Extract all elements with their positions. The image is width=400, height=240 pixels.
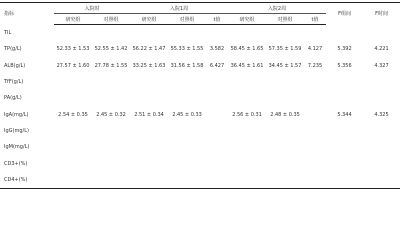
table-cell: 27.78 ± 1.55: [94, 62, 128, 69]
table-cell: 5.344: [337, 111, 352, 118]
table-cell: 5.392: [337, 46, 352, 53]
table-row: [0, 139, 400, 155]
column-header: t值: [304, 14, 326, 25]
table-row: [0, 123, 400, 139]
table-cell: [304, 155, 326, 171]
table-cell: [266, 123, 304, 139]
table-cell: [363, 123, 400, 139]
table-cell: [363, 90, 400, 106]
row-label: TIL: [4, 29, 12, 36]
table-cell: [54, 25, 92, 42]
table-cell: [266, 139, 304, 155]
table-cell: [304, 74, 326, 90]
row-label: ALB(g/L): [4, 62, 26, 69]
table-cell: [130, 155, 168, 171]
table-cell: 57.35 ± 1.59: [268, 46, 302, 53]
column-header: 对照组: [92, 14, 130, 25]
table-cell: [304, 106, 326, 122]
table-cell: [363, 172, 400, 189]
table-cell: [326, 90, 363, 106]
table-cell: 2.45 ± 0.32: [96, 111, 126, 118]
table-cell: [206, 172, 228, 189]
row-label: IgA(mg/L): [4, 111, 29, 118]
table-cell: [304, 123, 326, 139]
column-header: 研究组: [54, 14, 92, 25]
table-cell: [228, 139, 266, 155]
table-cell: [130, 25, 168, 42]
table-cell: 4.127: [307, 46, 323, 53]
table-cell: [206, 155, 228, 171]
table-cell: [92, 90, 130, 106]
column-header: 对照组: [266, 14, 304, 25]
table-row: [0, 155, 400, 171]
table-cell: [168, 74, 206, 90]
group-header: 入院2周: [228, 3, 326, 14]
table-cell: [228, 25, 266, 42]
column-header: t值: [206, 14, 228, 25]
table-cell: [54, 139, 92, 155]
table-cell: [266, 25, 304, 42]
table-cell: 6.427: [209, 62, 225, 69]
table-cell: [266, 74, 304, 90]
table-cell: [206, 139, 228, 155]
table-cell: [304, 139, 326, 155]
table-cell: [92, 172, 130, 189]
column-header: 研究组: [130, 14, 168, 25]
table-cell: [228, 123, 266, 139]
table-cell: [304, 172, 326, 189]
table-cell: [266, 90, 304, 106]
table-cell: 4.221: [374, 46, 389, 53]
table-row: [0, 74, 400, 90]
table-cell: 7.235: [307, 62, 323, 69]
table-cell: 27.57 ± 1.60: [56, 62, 90, 69]
table-cell: 2.48 ± 0.35: [270, 111, 300, 118]
column-header: F组间: [326, 3, 363, 25]
table-row: [0, 58, 400, 74]
table-cell: 36.45 ± 1.61: [230, 62, 264, 69]
table-cell: [168, 172, 206, 189]
table-cell: [206, 123, 228, 139]
row-label: CD4+(%): [0, 172, 54, 189]
column-header: 对照组: [168, 14, 206, 25]
table-cell: [54, 155, 92, 171]
table-cell: [228, 155, 266, 171]
table-cell: [326, 123, 363, 139]
table-cell: [92, 123, 130, 139]
table-cell: 2.45 ± 0.33: [172, 111, 202, 118]
table-cell: 34.45 ± 1.57: [268, 62, 302, 69]
table-cell: [206, 74, 228, 90]
table-cell: [130, 139, 168, 155]
table-cell: [228, 74, 266, 90]
table-cell: [363, 25, 400, 42]
table-cell: [130, 90, 168, 106]
table-cell: [168, 90, 206, 106]
row-label: IgM(mg/L): [4, 144, 30, 151]
table-cell: [304, 25, 326, 42]
table-cell: [326, 139, 363, 155]
table-cell: [54, 172, 92, 189]
row-label: IgG(mg/L): [4, 127, 29, 134]
row-label: TfF(g/L): [4, 79, 24, 86]
table-cell: [326, 25, 363, 42]
table-cell: [54, 123, 92, 139]
table-cell: 2.51 ± 0.34: [134, 111, 164, 118]
table-cell: [326, 74, 363, 90]
row-label: CD3+(%): [4, 160, 28, 167]
table-cell: [266, 155, 304, 171]
table-cell: [206, 25, 228, 42]
row-label: PA(g/L): [4, 95, 22, 102]
table-cell: 58.45 ± 1.65: [230, 46, 264, 53]
table-cell: [168, 155, 206, 171]
table-cell: [206, 90, 228, 106]
table-cell: [228, 90, 266, 106]
table-cell: [92, 155, 130, 171]
table-cell: [326, 172, 363, 189]
table-cell: 2.54 ± 0.35: [58, 111, 88, 118]
table-row: [0, 106, 400, 122]
table-cell: 4.327: [374, 62, 389, 69]
table-cell: 56.22 ± 1.47: [132, 46, 166, 53]
table-cell: [168, 123, 206, 139]
table-cell: 33.25 ± 1.63: [132, 62, 166, 69]
table-cell: [92, 139, 130, 155]
table-cell: 3.582: [209, 46, 225, 53]
table-cell: [92, 74, 130, 90]
table-row: [0, 90, 400, 106]
table-cell: [130, 74, 168, 90]
table-cell: 52.55 ± 1.42: [94, 46, 128, 53]
table-row: [0, 41, 400, 57]
index-header: 指标: [0, 3, 54, 25]
table-cell: 55.33 ± 1.55: [170, 46, 204, 53]
table-cell: [130, 123, 168, 139]
table-cell: [206, 106, 228, 122]
group-header: 入院时: [54, 3, 130, 14]
table-cell: [130, 172, 168, 189]
table-row: [0, 172, 400, 189]
table-cell: [266, 172, 304, 189]
header-row-groups: [0, 3, 400, 14]
table-cell: [326, 155, 363, 171]
table-cell: 5.356: [337, 62, 352, 69]
row-label: TP(g/L): [4, 46, 22, 53]
table-cell: [168, 25, 206, 42]
table-cell: [168, 139, 206, 155]
table-cell: [304, 90, 326, 106]
table-cell: [54, 74, 92, 90]
table-cell: 4.325: [374, 111, 389, 118]
column-header: F时间: [363, 3, 400, 25]
table-cell: [228, 172, 266, 189]
table-cell: 2.56 ± 0.31: [232, 111, 262, 118]
table-cell: [363, 139, 400, 155]
table-cell: [92, 25, 130, 42]
table-cell: 52.33 ± 1.53: [56, 46, 90, 53]
data-table: [0, 2, 400, 189]
group-header: 入院1周: [130, 3, 228, 14]
table-cell: [363, 155, 400, 171]
column-header: 研究组: [228, 14, 266, 25]
table-row: [0, 25, 400, 42]
table-cell: [54, 90, 92, 106]
table-cell: 31.56 ± 1.58: [170, 62, 204, 69]
table-cell: [363, 74, 400, 90]
